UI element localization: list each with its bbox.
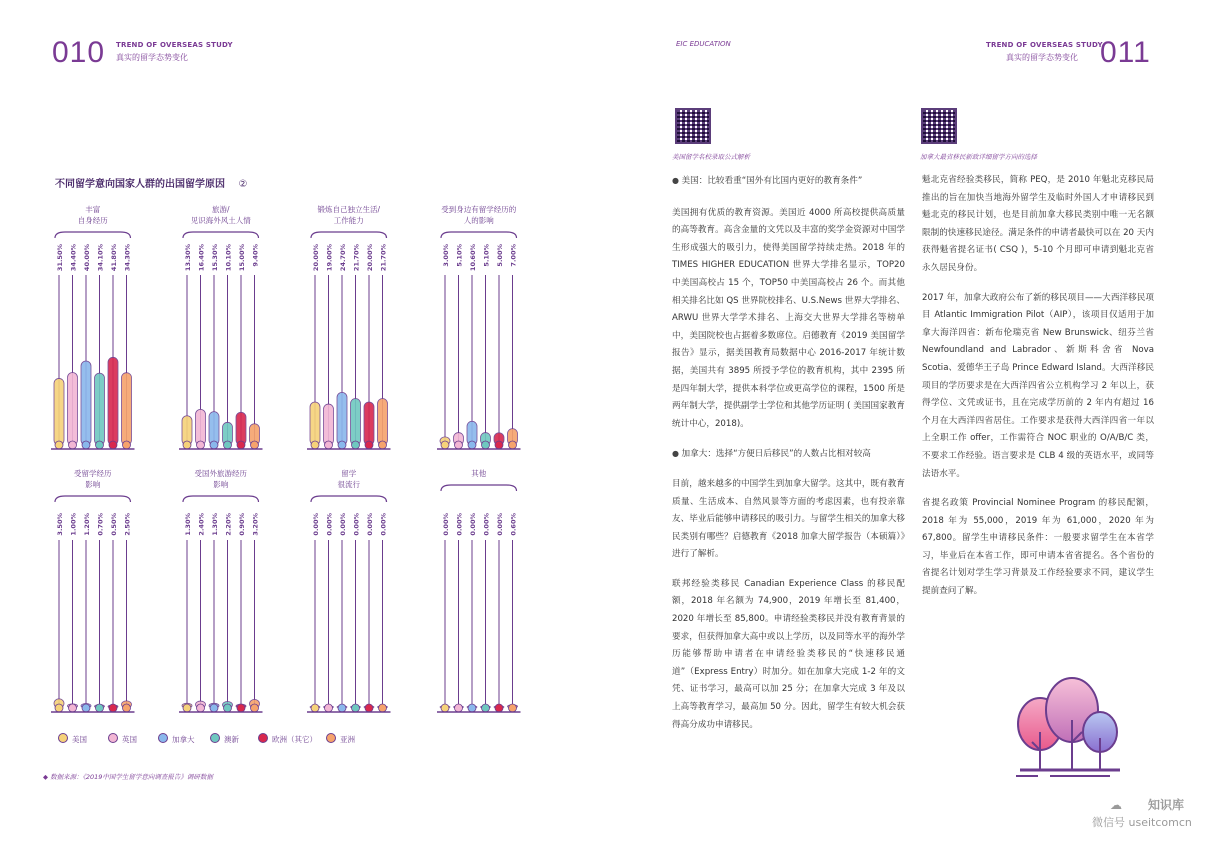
left-header-title-cn: 真实的留学态势变化 <box>116 53 188 62</box>
chart-6-value-label: 2.40% <box>197 513 206 536</box>
chart-3-bar-加拿大 <box>337 392 347 445</box>
chart-8-bar-base <box>495 704 503 712</box>
chart-5-bar-base <box>82 704 90 712</box>
chart-5-title: 受留学经历 <box>74 469 112 478</box>
chart-3-bar-英国 <box>324 404 334 445</box>
qr-caption-canada: 加拿大最省移民新政详细留学方向的选择 <box>920 153 1037 161</box>
chart-4-bar-base <box>495 441 503 449</box>
chart-3-bar-base <box>325 441 333 449</box>
chart-6-title: 受国外旅游经历 <box>194 469 247 478</box>
peq-paragraph: 魁北克省经验类移民，简称 PEQ，是 2010 年魁北克移民局推出的旨在加快当地海外留学生及临时外国人才申请移民到魁北克的移民计划，也是目前加拿大移民类别中唯一无名额限制的快速移民途径。满足条件的申请者最快可以在 20 天内获得魁省提名证书( CSQ )，5-10 个月即可申请到魁北克省永久居民身份。 <box>922 175 1154 273</box>
chart-1-bar-base <box>123 441 131 449</box>
chart-1-bar-base <box>109 441 117 449</box>
chart-1-bar-base <box>69 441 77 449</box>
chart-3-bar-base <box>338 441 346 449</box>
chart-3-bar-base <box>365 441 373 449</box>
chart-7-bar-base <box>325 704 333 712</box>
chart-1-value-label: 41.80% <box>110 244 118 272</box>
chart-4-bar-base <box>509 441 517 449</box>
chart-5-bar-base <box>55 704 63 712</box>
text-column-2 <box>922 172 1154 613</box>
tree-illustration <box>1010 672 1130 782</box>
canada-paragraph-2: 联邦经验类移民 Canadian Experience Class 的移民配额，2018 年名额为 74,900，2019 年增长至 81,400，2020 年增长至 85,800。申请经验类移民并没有教育背景的要求，但获得加拿大高中或以上学历，以及同等水平的海外学历能够帮助申请者在申请经验类移民的“快速移民通道”（Express Entry）时加分。如在加拿大完成 1-2 年的文凭、证书学习，最高可以加 25 分；在加拿大完成 3 年及以上高等教育学习，最高加 50 分。因此，留学生有较大机会获得高分成功申请移民。 <box>672 578 905 730</box>
chart-1-bar-base <box>82 441 90 449</box>
chart-legend <box>58 733 388 745</box>
chart-1-bracket <box>55 232 131 238</box>
chart-1-value-label: 34.40% <box>69 244 78 272</box>
chart-6-bar-base <box>251 704 259 712</box>
chart-3-bar-base <box>311 441 319 449</box>
chart-6-bar-base <box>237 704 245 712</box>
chart-3-bar-base <box>352 441 360 449</box>
qr-code-canada[interactable] <box>921 108 957 144</box>
chart-7-value-label: 0.00% <box>325 513 334 536</box>
legend-swatch <box>258 733 268 743</box>
text-column-1 <box>672 172 905 746</box>
chart-3-value-label: 20.00% <box>312 244 320 272</box>
chart-1-bar-欧洲（其它） <box>108 357 118 445</box>
chart-2-bar-base <box>183 441 191 449</box>
chart-4-value-label: 5.10% <box>455 244 464 267</box>
chart-2-bar-base <box>197 441 205 449</box>
chart-7-bar-base <box>338 704 346 712</box>
chart-7-value-label: 0.00% <box>379 513 388 536</box>
chart-2-value-label: 15.30% <box>211 244 219 272</box>
legend-label: 英国 <box>122 735 137 744</box>
chart-2-value-label: 16.40% <box>197 244 206 272</box>
legend-swatch <box>158 733 168 743</box>
chart-8-value-label: 0.00% <box>469 513 477 536</box>
chart-3-value-label: 21.70% <box>379 244 388 272</box>
chart-1-bar-美国 <box>54 378 64 445</box>
chart-5-bar-base <box>96 704 104 712</box>
chart-1-bar-base <box>55 441 63 449</box>
chart-2-bar-base <box>237 441 245 449</box>
pnp-paragraph: 省提名政策 Provincial Nominee Program 的移民配额，2018 年为 55,000，2019 年为 61,000，2020 年为 67,800。留学生申请移民条件：一般要求留学生在本省学习，毕业后在本省工作，即可申请本省省提名。各个省份的省提名计划对学生学习背景及工作经验要求不同，建议学生提前查问了解。 <box>922 498 1154 597</box>
chart-2-title: 见识海外风土人情 <box>190 216 251 225</box>
chart-3-value-label: 24.70% <box>339 244 347 272</box>
chart-7-value-label: 0.00% <box>339 513 347 536</box>
chart-6-value-label: 1.30% <box>184 513 192 536</box>
chart-1-value-label: 31.50% <box>56 244 64 272</box>
chart-6-value-label: 0.90% <box>238 513 246 536</box>
right-header-title-cn: 真实的留学态势变化 <box>1006 53 1078 62</box>
chart-8-value-label: 0.00% <box>455 513 464 536</box>
chart-2-value-label: 9.40% <box>251 244 260 267</box>
chart-5-bar-base <box>109 704 117 712</box>
data-source: ◆ 数据来源：《2019中国学生留学意向调查报告》调研数据 <box>43 773 213 781</box>
chart-1-title: 丰富 <box>85 205 101 214</box>
right-header-title-en: TREND OF OVERSEAS STUDY <box>986 41 1103 49</box>
chart-4-title: 人的影响 <box>463 216 494 225</box>
chart-2-bar-加拿大 <box>209 412 219 445</box>
chart-section-title-text: 不同留学意向国家人群的出国留学原因 <box>55 179 225 190</box>
legend-swatch <box>210 733 220 743</box>
legend-item <box>258 733 317 745</box>
chart-2-bracket <box>183 232 259 238</box>
chart-6-bar-base <box>197 704 205 712</box>
chart-3-bar-亚洲 <box>378 399 388 445</box>
aip-paragraph: 2017 年，加拿大政府公布了新的移民项目——大西洋移民项目 Atlantic Immigration Pilot（AIP），该项目仅适用于加拿大海洋四省：新布伦瑞克省 New Brunswick、纽芬兰省 Newfoundland and Labrador、新斯科舍省 Nova Scotia、爱德华王子岛 Prince Edward Island。大西洋移民项目的学历要求是在大西洋四省公立机构学习 2 年以上，获得学位、文凭或证书，且在完成学历前的 2 年内有超过 16 个月在大西洋四省居住。工作要求是获得大西洋四省一年以上全职工作 offer，工作需符合 NOC 职业的 O/A/B/C 类，不要求工作经验。语言要求是 CLB 4 级的英语水平，或同等法语水平。 <box>922 292 1154 479</box>
legend-label: 欧洲（其它） <box>272 735 317 744</box>
qr-caption-us: 美国留学名校录取公式解析 <box>672 153 750 161</box>
chart-8-value-label: 0.00% <box>442 513 450 536</box>
chart-7-title: 留学 <box>341 469 357 478</box>
chart-3-bar-美国 <box>310 402 320 445</box>
legend-label: 澳新 <box>224 735 239 744</box>
chart-3-value-label: 21.70% <box>352 244 361 272</box>
chart-4-bracket <box>441 232 517 238</box>
chart-3-value-label: 20.00% <box>366 244 374 272</box>
chart-1-bar-亚洲 <box>122 373 132 445</box>
watermark-name: 知识库 <box>1148 798 1185 812</box>
chart-4-title: 受到身边有留学经历的 <box>441 205 517 214</box>
right-page-number: 011 <box>1100 36 1151 69</box>
chart-5-value-label: 3.50% <box>56 513 64 536</box>
chart-7-bar-base <box>311 704 319 712</box>
chart-4-value-label: 10.60% <box>469 244 477 272</box>
chart-1-value-label: 34.30% <box>123 244 132 272</box>
legend-item <box>158 733 195 745</box>
chart-6-bar-base <box>210 704 218 712</box>
chart-5-title: 影响 <box>85 480 101 489</box>
watermark-icon: ☁ <box>1110 798 1122 812</box>
chart-2-bar-英国 <box>196 409 206 445</box>
legend-item <box>58 733 87 745</box>
chart-6-bracket <box>183 496 259 502</box>
chart-5-value-label: 0.70% <box>96 513 105 536</box>
brand-label: EIC EDUCATION <box>676 40 731 48</box>
chart-3-bar-澳新 <box>351 399 361 445</box>
chart-3-bracket <box>311 232 387 238</box>
legend-swatch <box>108 733 118 743</box>
us-paragraph: 美国拥有优质的教育资源。美国近 4000 所高校提供高质量的高等教育。高含金量的文凭以及丰富的奖学金资源对中国学生形成强大的吸引力，使得美国留学持续走热。2018 年的 TIMES HIGHER EDUCATION 世界大学排名显示，TOP20 中美国高校占 15 个，TOP50 中美国高校占 26 个。而其他相关排名比如 QS 世界院校排名、U.S.News 世界大学排名、ARWU 世界大学学术排名、上海交大世界大学排名等榜单中，美国院校也占据着多数席位。启德教育《2019 美国留学报告》显示，据美国教育局数据中心 2016-2017 年统计数据，美国共有 3895 所授予学位的教育机构，其中 2395 所是四年制大学，提供本科学位或更高学位的课程，1500 所是两年制大学，提供副学士学位和其他学历证明 ( 美国国家教育统计中心，2018)。 <box>672 207 905 429</box>
chart-7-value-label: 0.00% <box>312 513 320 536</box>
chart-5-bar-base <box>69 704 77 712</box>
legend-label: 美国 <box>72 735 87 744</box>
legend-item <box>108 733 137 745</box>
chart-3-bar-base <box>379 441 387 449</box>
canada-heading: ● 加拿大：选择“方便日后移民”的人数占比相对较高 <box>672 445 905 464</box>
chart-4-bar-base <box>482 441 490 449</box>
chart-2-value-label: 13.30% <box>184 244 192 272</box>
chart-8-bar-base <box>455 704 463 712</box>
chart-7-bracket <box>311 496 387 502</box>
chart-8-bar-base <box>468 704 476 712</box>
chart-6-bar-base <box>224 704 232 712</box>
chart-7-bar-base <box>365 704 373 712</box>
chart-2-title: 旅游/ <box>211 205 230 214</box>
qr-code-us[interactable] <box>675 108 711 144</box>
chart-6-title: 影响 <box>213 480 229 489</box>
chart-2-bar-欧洲（其它） <box>236 412 246 445</box>
legend-swatch <box>326 733 336 743</box>
us-heading: ● 美国：比较看重“国外有比国内更好的教育条件” <box>672 172 905 191</box>
legend-swatch <box>58 733 68 743</box>
chart-8-bar-base <box>482 704 490 712</box>
chart-3-bar-欧洲（其它） <box>364 402 374 445</box>
chart-8-value-label: 0.60% <box>509 513 518 536</box>
chart-6-value-label: 1.30% <box>211 513 219 536</box>
chart-1-bar-英国 <box>68 372 78 445</box>
chart-8-value-label: 0.00% <box>482 513 491 536</box>
charts-svg <box>0 0 600 850</box>
left-header-title-en: TREND OF OVERSEAS STUDY <box>116 41 233 49</box>
chart-2-bar-base <box>224 441 232 449</box>
chart-1-bar-加拿大 <box>81 361 91 445</box>
chart-6-value-label: 2.20% <box>224 513 233 536</box>
chart-2-bar-base <box>210 441 218 449</box>
chart-5-bar-base <box>123 704 131 712</box>
legend-item <box>326 733 355 745</box>
watermark-account: 微信号 useitcomcn <box>1092 816 1192 829</box>
chart-5-value-label: 1.20% <box>83 513 91 536</box>
chart-2-bar-base <box>251 441 259 449</box>
left-page-number: 010 <box>52 36 106 69</box>
legend-item <box>210 733 239 745</box>
chart-7-value-label: 0.00% <box>352 513 361 536</box>
chart-section-number: ② <box>238 179 248 190</box>
chart-8-title: 其他 <box>471 469 487 478</box>
chart-7-bar-base <box>379 704 387 712</box>
chart-5-value-label: 1.00% <box>69 513 78 536</box>
chart-2-value-label: 10.10% <box>224 244 233 272</box>
chart-1-bar-base <box>96 441 104 449</box>
chart-1-title: 自身经历 <box>77 216 108 225</box>
chart-7-bar-base <box>352 704 360 712</box>
chart-4-bar-base <box>441 441 449 449</box>
chart-8-bar-base <box>509 704 517 712</box>
chart-4-value-label: 7.00% <box>509 244 518 267</box>
chart-5-value-label: 0.50% <box>110 513 118 536</box>
legend-label: 加拿大 <box>172 735 195 744</box>
chart-4-bar-base <box>468 441 476 449</box>
chart-7-value-label: 0.00% <box>366 513 374 536</box>
chart-4-value-label: 5.00% <box>496 244 504 267</box>
chart-1-bar-澳新 <box>95 373 105 445</box>
chart-3-value-label: 19.00% <box>325 244 334 272</box>
chart-8-bracket <box>441 485 517 491</box>
chart-8-value-label: 0.00% <box>496 513 504 536</box>
chart-6-value-label: 3.20% <box>251 513 260 536</box>
legend-label: 亚洲 <box>340 735 355 744</box>
chart-5-bracket <box>55 496 131 502</box>
chart-1-value-label: 40.00% <box>83 244 91 272</box>
chart-4-value-label: 5.10% <box>482 244 491 267</box>
chart-4-bar-base <box>455 441 463 449</box>
chart-6-bar-base <box>183 704 191 712</box>
chart-2-value-label: 15.00% <box>238 244 246 272</box>
chart-8-bar-base <box>441 704 449 712</box>
chart-3-title: 工作能力 <box>333 216 364 225</box>
canada-paragraph-1: 目前，越来越多的中国学生到加拿大留学。这其中，既有教育质量、生活成本、自然风景等方面的考虑因素，也有投亲靠友、毕业后能够申请移民的吸引力。与留学生相关的加拿大移民类别有哪些？启德教育《2018 加拿大留学报告（本硕篇）》进行了解析。 <box>672 478 905 560</box>
chart-1-value-label: 34.10% <box>96 244 105 272</box>
chart-7-title: 很流行 <box>337 480 360 489</box>
chart-3-title: 锻炼自己独立生活/ <box>317 205 381 214</box>
chart-4-value-label: 3.00% <box>442 244 450 267</box>
chart-5-value-label: 2.50% <box>123 513 132 536</box>
